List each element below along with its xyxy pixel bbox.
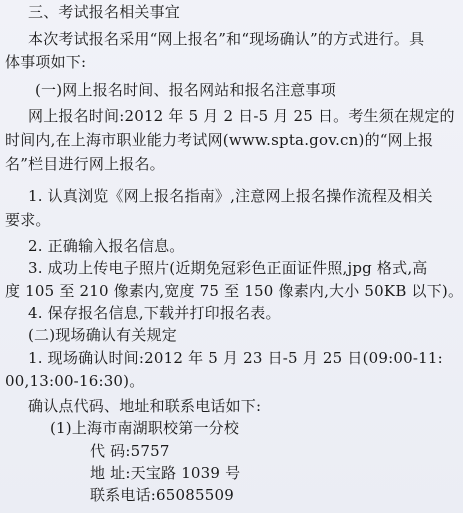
item-3-line-1: 3. 成功上传电子照片(近期免冠彩色正面证件照,jpg 格式,高 [28,259,428,277]
site-1-phone: 联系电话:65085509 [90,486,235,504]
site-1-heading: (1)上海市南湖职校第一分校 [50,419,240,437]
item-4: 4. 保存报名信息,下载并打印报名表。 [28,304,281,322]
intro-line-1: 本次考试报名采用“网上报名”和“现场确认”的方式进行。具 [28,30,425,48]
registration-time-line-2: 时间内,在上海市职业能力考试网(www.spta.gov.cn)的“网上报 [5,131,434,149]
item-2: 2. 正确输入报名信息。 [28,237,185,255]
site-1-address: 地 址:天宝路 1039 号 [90,464,241,482]
confirm-intro: 确认点代码、地址和联系电话如下: [28,397,262,415]
section-heading: 三、考试报名相关事宜 [28,3,181,21]
confirm-time-line-1: 1. 现场确认时间:2012 年 5 月 23 日-5 月 25 日(09:00-11: [28,349,443,367]
confirm-time-line-2: 00,13:00-16:30)。 [5,372,145,390]
item-1-line-2: 要求。 [5,211,51,229]
intro-line-2: 体事项如下: [5,53,87,71]
item-1-line-1: 1. 认真浏览《网上报名指南》,注意网上报名操作流程及相关 [28,187,433,205]
subsection-2-heading: (二)现场确认有关规定 [28,326,177,344]
item-3-line-2: 度 105 至 210 像素内,宽度 75 至 150 像素内,大小 50KB 以下)。 [5,282,463,300]
site-1-code: 代 码:5757 [90,442,170,460]
registration-time-line-3: 名”栏目进行网上报名。 [5,155,165,173]
subsection-1-heading: (一)网上报名时间、报名网站和报名注意事项 [35,81,336,99]
registration-time-line-1: 网上报名时间:2012 年 5 月 2 日-5 月 25 日。考生须在规定的 [28,107,455,125]
